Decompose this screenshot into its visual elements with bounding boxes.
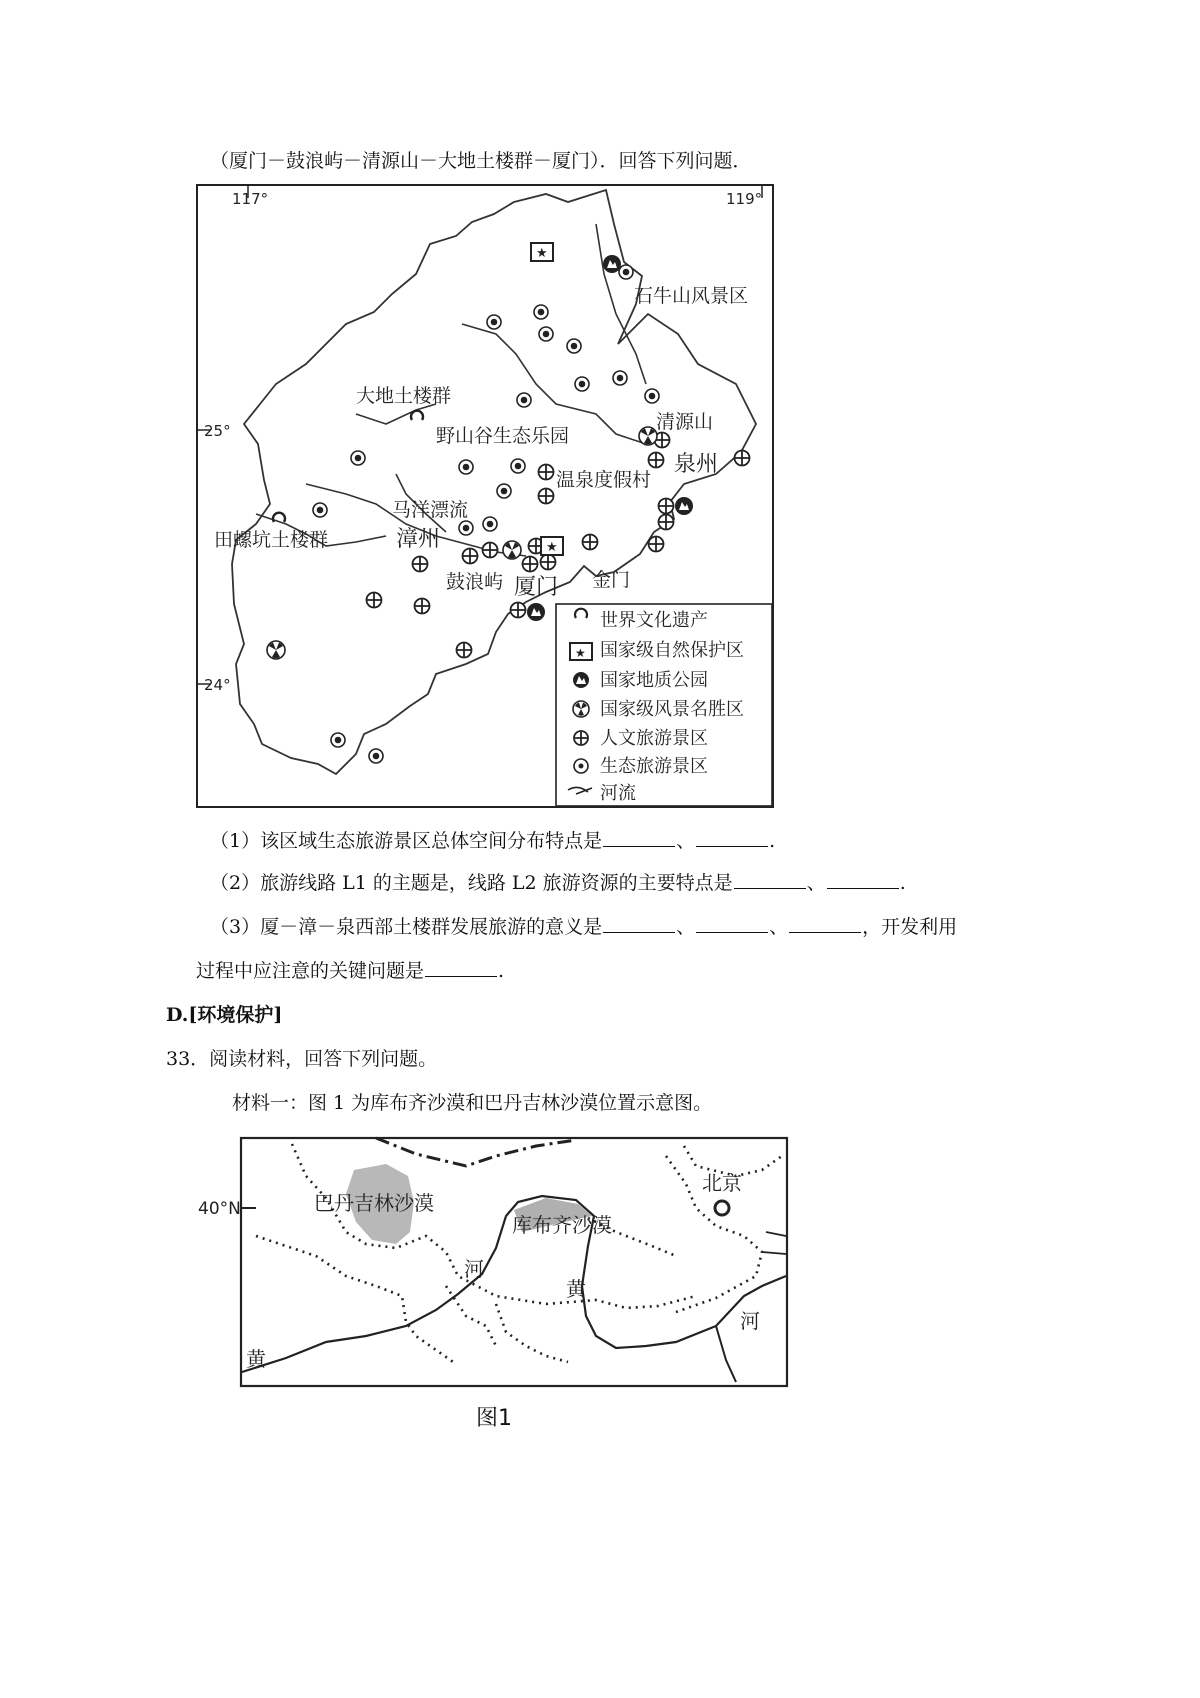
figure-1-caption: 图1: [476, 1406, 512, 1431]
label-jinmen: 金门: [592, 569, 631, 591]
beijing-marker: [715, 1201, 729, 1215]
label-kubuqi: 库布齐沙漠: [512, 1213, 612, 1237]
answer-blank[interactable]: [696, 828, 768, 847]
lat-label-bottom: 24°: [204, 676, 231, 694]
label-qingyuanshan: 清源山: [656, 411, 714, 433]
legend-heritage: 世界文化遗产: [600, 610, 708, 631]
legend-river: 河流: [600, 783, 636, 804]
label-yeshangu: 野山谷生态乐园: [436, 425, 570, 447]
question-3-continued: 过程中应注意的关键问题是 .: [196, 960, 505, 982]
label-zhangzhou: 漳州: [396, 527, 441, 552]
svg-text:★: ★: [536, 246, 548, 261]
label-he-2: 河: [740, 1309, 760, 1333]
label-dadi: 大地土楼群: [356, 385, 452, 407]
question-1: （1）该区域生态旅游景区总体空间分布特点是 、 .: [210, 830, 776, 852]
lon-label-right: 119°: [726, 190, 763, 208]
label-huang-2: 黄: [246, 1347, 266, 1371]
label-wenquan: 温泉度假村: [556, 469, 652, 491]
lon-label-left: 117°: [232, 190, 269, 208]
intro-line: （厦门－鼓浪屿－清源山－大地土楼群－厦门）．回答下列问题．: [210, 150, 752, 172]
map-legend: [556, 604, 772, 806]
label-beijing: 北京: [702, 1171, 742, 1195]
legend-cultural-site: 人文旅游景区: [600, 728, 708, 749]
answer-blank[interactable]: [734, 870, 806, 889]
label-xiamen: 厦门: [514, 575, 559, 600]
lat-label-top: 25°: [204, 422, 231, 440]
legend-eco-site: 生态旅游景区: [600, 756, 708, 777]
answer-blank[interactable]: [789, 914, 861, 933]
desert-location-map: [196, 1136, 790, 1388]
label-huang-1: 黄: [566, 1277, 586, 1301]
label-mayang: 马洋漂流: [392, 499, 469, 521]
legend-geopark: 国家地质公园: [600, 670, 708, 691]
label-tianluokeng: 田螺坑土楼群: [214, 529, 329, 551]
answer-blank[interactable]: [827, 870, 899, 889]
question-33: 33．阅读材料，回答下列问题。: [166, 1048, 438, 1070]
label-he-1: 河: [464, 1257, 484, 1281]
material-1: 材料一：图 1 为库布齐沙漠和巴丹吉林沙漠位置示意图。: [232, 1092, 713, 1114]
answer-blank[interactable]: [696, 914, 768, 933]
answer-blank[interactable]: [425, 958, 497, 977]
label-gulangyu: 鼓浪屿: [446, 571, 504, 593]
lat-40n-label: 40°N: [198, 1199, 241, 1219]
question-3: （3）厦－漳－泉西部土楼群发展旅游的意义是 、 、 ，开发利用: [210, 916, 958, 938]
section-d-heading: D.[环境保护]: [166, 1004, 283, 1026]
answer-blank[interactable]: [603, 828, 675, 847]
label-quanzhou: 泉州: [674, 452, 719, 477]
legend-scenic-area: 国家级风景名胜区: [600, 699, 744, 720]
svg-text:★: ★: [575, 646, 586, 660]
question-2: （2）旅游线路 L1 的主题是，线路 L2 旅游资源的主要特点是 、 .: [210, 872, 906, 894]
legend-nature-reserve: 国家级自然保护区: [600, 640, 744, 661]
label-shiniushan: 石牛山风景区: [634, 285, 749, 307]
answer-blank[interactable]: [603, 914, 675, 933]
svg-text:★: ★: [546, 540, 558, 555]
fujian-tourism-map: [196, 184, 774, 808]
label-badain-jaran: 巴丹吉林沙漠: [314, 1191, 434, 1215]
